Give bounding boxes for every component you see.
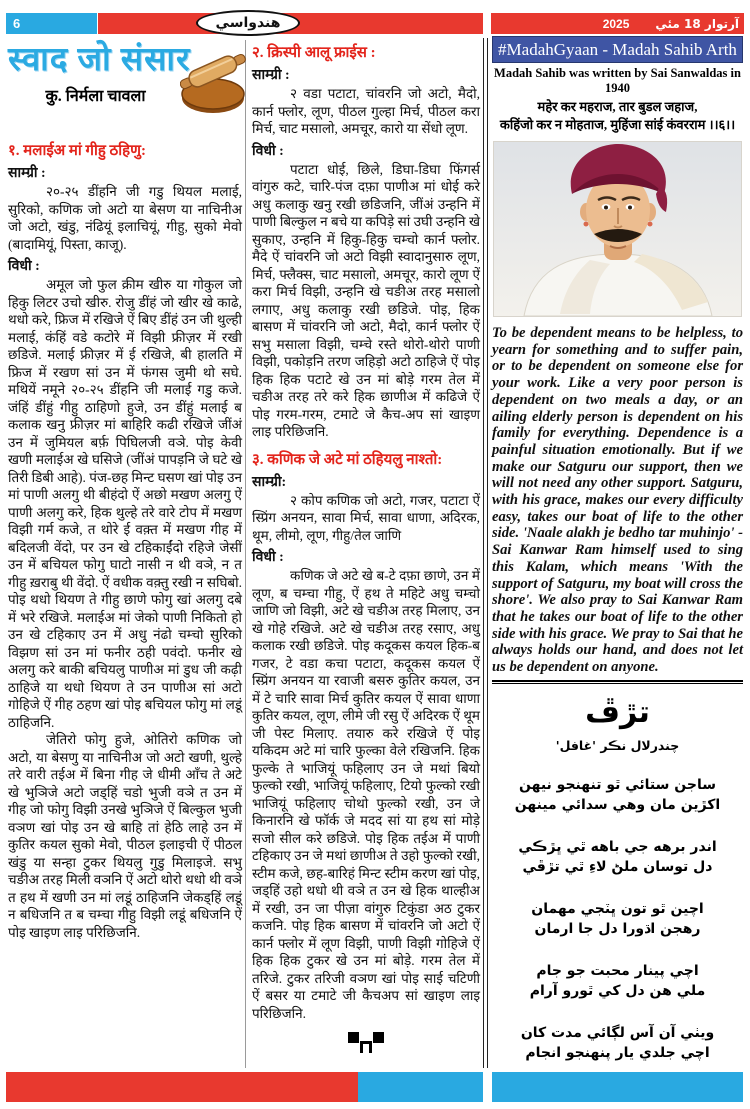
column-divider-1 (245, 40, 246, 1068)
madah-intro: Madah Sahib was written by Sai Sanwaldas in 1940 (494, 66, 741, 95)
food-column-header (8, 40, 242, 132)
poem-line: دل توسان ملڻ لاءِ ٿي تڙڦي (522, 858, 713, 875)
recipe2-ingredients: २ वडा पटाटा, चांवरनि जो अटो, मैदो, कार्न फ्लोर, लूण, पीठल गुल्हा मिर्च, पीठल करा मिर्च, चाट मसालो, अमचूर, कारो या सेंधो लूण. (252, 86, 480, 136)
poem-line: اچين ٿو تون ڀٽجي مهمان (531, 900, 704, 917)
poem-line: اکڙين مان وهي سدائي مينهن (514, 796, 721, 813)
recipe2-method-paragraph: पटाटा धोई, छिले, डिघा-डिघा फिंगर्स वांगुरु कटे, चारि-पंज दफ़ा पाणीअ मां धोई करे अधु कलाकु खनु रखी छडिजनि, जींअं उन्हनि में पाणी बिल्कुल न बचे या कपिड़े सां उघी उन्हनि खे सुकाए, उन्हनि में हिकु-हिकु चम्चो कार्न फ्लोर. मैदे ऐं चांवरनि जो अटो विझी स्वादानुसारु लूण, मिर्च, फ्लैक्स, चाट मसालो, अमचूर, कारो लूण ऐं करा मिर्च विझी, उन्हनि खे चङीअ तरह मसालो लगाए, अधु कलाकु रखी छडिजे. पोइ, हिक बासण में चांवरनि जो अटो, मैदो, कार्न फ्लोर ऐं सभु मसाला विझी, चम्चे रस्ते थोरो-थोरो पाणी विझी, पकोड़नि तरण जहिड़ो अटो ठाहिजे ऐं पोइ हिक हिक पटाटे खे उन मां बोड़े गरम तेल में चङीअ तरह तरे करे हिक छाणीअ में कढिजे ऐं पोइ गरम-गरम, टमाटे जे कैच-अप सां खाइण लाइ परिछिजनि. (252, 161, 480, 439)
recipe3-method-paragraph: कणिक जे अटे खे ब-टे दफ़ा छाणे, उन में लूण, ब चम्चा गीहु, ऐं हथ ते महिटे अधु चम्चो जाणि जो विझी, अटे खे चङीअ तरह मिलाए, उन खे गोहे रखिजे. अटे खे चङीअ तरह रसाए, अधु कलाक रखी छडिजे. पोइ कदूकस कयल हिक-ब गजर, टे वडा कचा पटाटा, कदूकस कयल ऐं स्प्रिंग अनयन या रवाजी बसरु कुतिर कयल, उन में टे चारि सावा मिर्च कुतिर कयल ऐं सावा धाणा कुतिर कयल, लूण, लीमे जी रसु ऐं अदिरक ऐं थूम जी पेस्ट मिलाए. तयारु करे रखिजे ऐं पोइ यकिदम अटे मां चारि फुल्का वेले रखिजनि. हिक फुल्के ते भाजियूं फहिलाए उन जे मथां बियो फुल्को रखी, भाजियूं फहिलाए, टियो फुल्को रखी भाजियूं फहिलाए चोथो फुल्को रखी, उन जे किनारनि खे फॉर्क जे मदद सां या हथ सां मोड़े सजो सील करे छडिजे. पोइ हिक तईअ में पाणी टहिकाए उन जे मथां छाणीअ ते उहो फुल्को रखी, स्टीम कजे, छह-बारिहं मिन्ट स्टीम करण खां पोइ, जड्हिं उहो थधो थी वञे त उन खे हिक थाल्हीअ में रखी, उन जा पीज़ा वांगुरु टिकुंडा अठ टुकर कजनि. पोइ हिक बासण में चांवरनि जो अटो ऐं कार्न फ्लोर में लूण विझी, पाणी विझी गोहिजे ऐं हिक हिक टुकर खे उन मां बोड़े. गरम तेल में तरिजे. टुकर तरिजी वञण खां पोइ साई चटिणी ऐं बसर या टमाटे जी कैचअप सां खाइण लाइ परिछिजनि. (252, 568, 480, 1021)
poem-couplet (492, 899, 743, 939)
recipe1-method-paragraph: जेतिरो फोगु हुजे, ओतिरो कणिक जो अटो, या बेसणु या नाचिनीअ जो अटो खणी, थुल्हे तरे वारी तईअ में बिना गीह जे धीमी आँच ते अटे खे भुञिजे अटो जड्हिं चडो भुजी वञे त उन में गीह जो फोगु विझी उनखे भुञिजे ऐं बिल्कुल भुजी वञण खां पोइ उन खे बाहि तां हेठि लाहे उन में कुतिर कयल सुको मेवो, पीठल इलाइची ऐं पीठल खंडु या सन्हा टुकर थियलु गुडु मिलाइजे. सभु चङीअ तरह मिली वञनि ऐं अटो थोरो थधो थी वञे त हथ में खणी उन मां लडूं ठाहिजनि जेकड्हिं लडूं न बधिजनि त ब चम्चा गीहु विझी लडूं बधिजनि ऐं पोइ खाइण लाइ परिछिजनि. (8, 732, 242, 940)
recipe1-heading: १. मलाईअ मां गीहु ठहिणु: (8, 143, 146, 159)
recipe2-ingredients-label: साम्ग्री : (252, 68, 290, 83)
recipe2-method-label: विधी : (252, 143, 284, 159)
poem-couplet (492, 961, 743, 1001)
column-byline: कु. निर्मला चावला (45, 88, 146, 105)
recipe2-heading: २. क्रिस्पी आलू फ्राईस : (252, 45, 376, 61)
poem-poet: چندرلال نڪر 'غافل' (555, 737, 680, 753)
article-end-icon (252, 1032, 480, 1059)
recipe3-method-label: विधी : (252, 550, 284, 565)
recipe3-ingredients-label: साम्ग्री: (252, 474, 287, 490)
recipe1-ingredients-label: साम्ग्री : (8, 166, 46, 181)
bottom-bar-blue (492, 1072, 743, 1102)
recipe1-ingredients: २०-२५ डींहनि जी गडु थियल मलाई, सुरिको, कणिक जो अटो या बेसण या नाचिनीअ जो अटो, खंडु, नंढियूं इलाचियूं, गीहु, सुको मेवो (बादामियूं, पिस्ता, काजू). (8, 184, 242, 252)
madah-verse (492, 98, 743, 134)
poem-title: تڙڦ (585, 694, 650, 730)
poem-line: ملي هن دل کي ٿورو آرام (529, 982, 706, 999)
poem-couplet (492, 775, 743, 815)
poem-line: رهجن اڌورا دل جا ارمان (534, 920, 701, 937)
recipe1-method-label: विधी : (8, 259, 40, 274)
year-label: 2025 (602, 16, 630, 31)
right-column (492, 36, 743, 1063)
poem-line: اچي پينار محبت جو جام (536, 962, 699, 979)
recipe1-method-paragraph: अमूल जो फुल क्रीम खीरु या गोकुल जो हिकु लिटर उचो खीरु. रोजु डींहं जो खीर खे काढे, थधो करे, फ्रिज में रखिजे ऐं बिए डींहं उन जी थुल्ही मलाई, कंहिं वडे कटोरे में विझी फ्रीज़र में रखी छडिजे. मलाई फ्रीज़र में ई रखिजे, बी हालति में फ्रिज में रखण सां उन में फंगस जुमी थो सघे. मथियें नमूने २०-२५ डींहनि जी मलाई गडु कजे. जंहिं डींहुं गीहु ठाहिणो हुजे, उन डींहुं मलाई ब कलाक खनु फ्रीज़र मां बाहिरि कढी रखिजे जींअं उन में जुमियल बर्फ़ पिघिलजी वञे. पोइ केवी खणी मलाईअ खे घसिजे (जींअं पापड़नि जे घटे खे तिरी डिबी आहे). पंज-छह मिन्ट घसण खां पोइ उन मां पाणी अलगु थी बीहंदो ऐं अछो मखण अलगु ऐं पाणी अलगु करे, हिक थुल्हे तरे वारे टोप में मखण विझी गर्म कजे, त थोरे ई वक़्त में मखण गीह में बदिलजी वेंदो, पर उन खे टहिकाईंदो रहिजे जेसीं उन में बचियल फोगु घाटो नासी न थी वञे, न त गीहु ख़राबु थी वेंदो. ऐं वधीक वक़्तु रखी न सघिबो. पोइ थधो थियण ते गीहु छाणे फोगु खां अलगु दबे में भरे रखिजे. मलाईअ मां जेको पाणी निकितो हो उन खे टहिकाए उन में अधु नंढो चम्चो सुरिको विझण सां उन मां फनीर ठही पवंदो. फनीर खे अलगु करे बाकी बचियलु पाणीअ मां डुध जी कढ़ी ठाहिजे या थधो थियण ते उन पाणीअ सां अटो गोहिजे ऐं गीह ठहण खां पोइ बचियल फोगु मां लडूं ठाहिजनि. (8, 277, 242, 730)
recipe3-ingredients: २ कोप कणिक जो अटो, गजर, पटाटा ऐं स्प्रिंग अनयन, सावा मिर्च, सावा धाणा, अदिरक, थूम, लीमो, लूण, गीहु/तेल जाणि (252, 492, 480, 543)
bottom-bar-red (6, 1072, 358, 1102)
middle-column (252, 42, 480, 1059)
date-bar (491, 13, 744, 34)
section-divider (492, 680, 743, 684)
verse-line: कहिंजो कर न मोहताज, मुहिंजा सांई कंवरराम ।।६।। (499, 117, 736, 132)
masthead-logo: هندواسي (196, 10, 300, 36)
sindhi-poem (492, 696, 743, 1063)
poem-line: ساجن ستائي ٿو تنهنجو نيهن (518, 776, 716, 793)
bottom-bar-cyan (358, 1072, 483, 1102)
page-number: 6 (6, 13, 97, 34)
date-label: آرتوار 18 مئي (655, 16, 739, 31)
top-bar (6, 13, 744, 34)
rolling-pin-icon (180, 42, 246, 121)
recipe3-heading: ३. कणिक जे अटे मां ठहियलु नाश्तो: (252, 451, 443, 468)
poem-couplet (492, 837, 743, 877)
portrait-photo (493, 141, 742, 317)
poem-line: اچي جلدي يار پنهنجو انجام (525, 1044, 710, 1061)
poem-line: اندر برهه جي باهه ٿي ڀڙڪي (518, 838, 717, 855)
poem-couplet (492, 1023, 743, 1063)
column-title: स्वाद जो संसार (8, 42, 191, 78)
madahgyaan-badge: #MadahGyaan - Madah Sahib Arth (492, 36, 743, 63)
english-article: To be dependent means to be helpless, to yearn for something and to suffer pain, or to be dependent on someone else for your work. Like a very poor person is dependent on two meals a day, or an ailing elderly person is dependent on his family for everything. Dependence is a painful situation emotionally. But if we make our Satguru our support, then we will not need any other support. Satguru, with his grace, makes our every difficulty easy, takes our boat of life to the other side. 'Naale alakh je bedho tar muhinjo' - Sai Kanwar Ram himself used to sing this Kalam, which means 'With the support of Satguru, my boat will cross the shore'. We also pray to Sai Kanwar Ram that he takes our boat of life to the other side with his grace. We pray to Sai that he always holds our hand, and does not let us be dependent on anyone. (492, 325, 743, 676)
left-column (8, 40, 242, 941)
poem-line: ويٺي آن آس لڳائي مدت کان (520, 1024, 715, 1041)
column-divider-2 (483, 38, 488, 1068)
verse-line: महेर कर महराज, तार बुडल जहाज, (537, 99, 698, 114)
